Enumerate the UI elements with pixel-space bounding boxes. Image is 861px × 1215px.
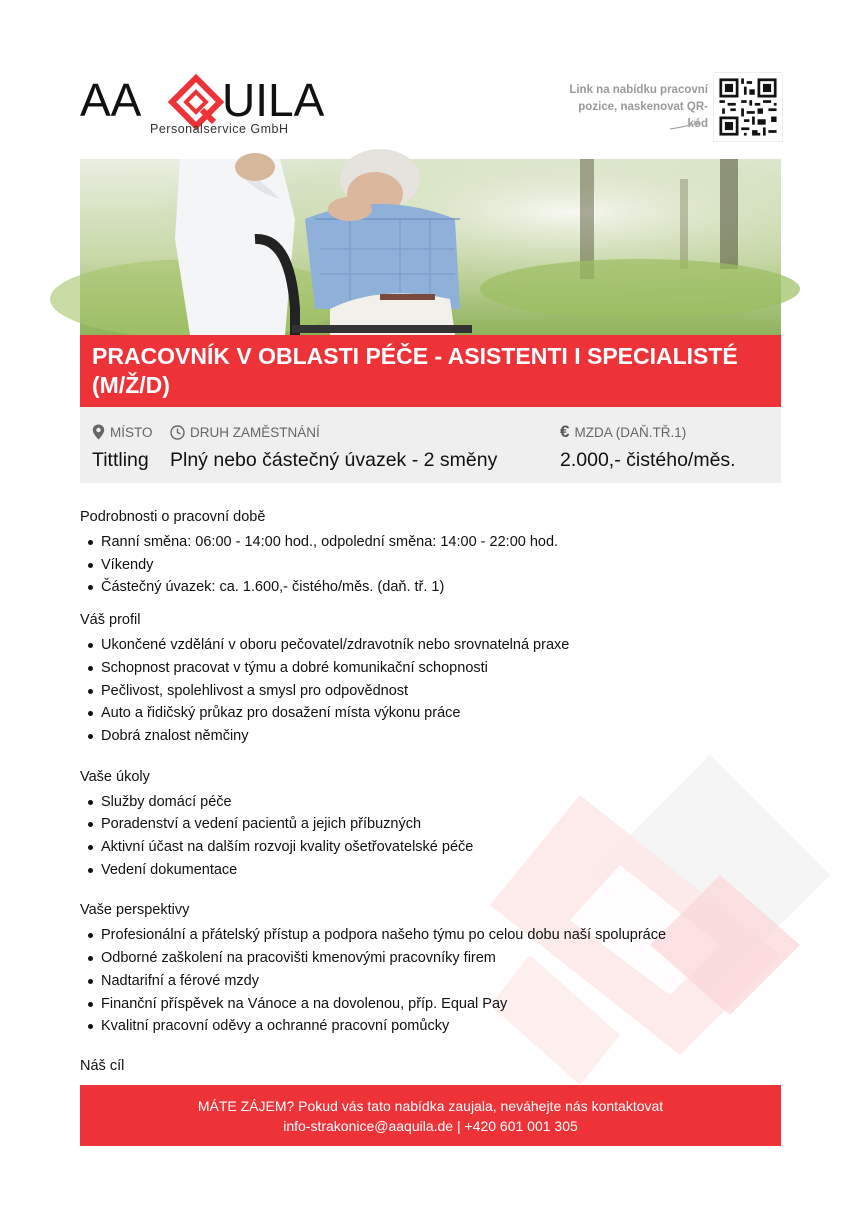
list-item: Služby domácí péče	[80, 791, 780, 814]
employment-label: DRUH ZAMĚSTNÁNÍ	[190, 424, 320, 440]
list-item: Finanční příspěvek na Vánoce a na dovolenou, příp. Equal Pay	[80, 993, 780, 1016]
section-title: Vaše úkoly	[80, 768, 150, 785]
list-item: Poradenství a vedení pacientů a jejich příbuzných	[80, 813, 780, 836]
qr-code-icon	[714, 73, 782, 141]
list-item: Aktivní účast na dalším rozvoji kvality ošetřovatelské péče	[80, 836, 780, 859]
arrow-icon	[668, 118, 702, 132]
list-item: Profesionální a přátelský přístup a podpora našeho týmu po celou dobu naší spolupráce	[80, 924, 780, 947]
employment-block	[170, 423, 497, 472]
clock-icon	[170, 425, 185, 440]
location-block	[92, 423, 153, 472]
employment-value: Plný nebo částečný úvazek - 2 směny	[170, 449, 498, 471]
job-title-banner	[80, 335, 781, 407]
section-title: Podrobnosti o pracovní době	[80, 509, 266, 525]
location-label: MÍSTO	[110, 424, 153, 440]
wage-label: MZDA (DAŇ.TŘ.1)	[574, 424, 687, 440]
qr-caption: Link na nabídku pracovní pozice, naskenovat QR-kód	[569, 84, 708, 130]
location-value: Tittling	[92, 449, 149, 471]
contact-call-to-action: MÁTE ZÁJEM? Pokud vás tato nabídka zaujala, neváhejte nás kontaktovat	[197, 1098, 664, 1114]
company-logo	[80, 72, 325, 142]
location-pin-icon	[92, 424, 105, 440]
euro-icon: €	[560, 422, 570, 441]
svg-text:AA: AA	[80, 74, 142, 126]
list-item: Schopnost pracovat v týmu a dobré komunikační schopnosti	[80, 657, 780, 680]
contact-details[interactable]: info-strakonice@aaquila.de | +420 601 001 305	[283, 1118, 578, 1134]
list-item: Ranní směna: 06:00 - 14:00 hod., odpolední směna: 14:00 - 22:00 hod.	[80, 531, 780, 554]
list-item: Pečlivost, spolehlivost a smysl pro odpovědnost	[80, 680, 780, 703]
job-info-strip	[80, 407, 781, 483]
list-item: Kvalitní pracovní oděvy a ochranné pracovní pomůcky	[80, 1015, 780, 1038]
section-title: Váš profil	[80, 612, 141, 629]
section-title: Vaše perspektivy	[80, 902, 190, 919]
section-title: Náš cíl	[80, 1057, 125, 1074]
qr-code[interactable]	[713, 72, 783, 142]
contact-footer	[80, 1085, 781, 1146]
wage-value: 2.000,- čistého/měs.	[560, 449, 736, 471]
section-tasks	[80, 767, 780, 882]
list-item: Nadtarifní a férové mzdy	[80, 970, 780, 993]
section-profile	[80, 610, 780, 748]
section-goal	[80, 1056, 780, 1076]
list-item: Odborné zaškolení na pracovišti kmenovými pracovníky firem	[80, 947, 780, 970]
section-perspectives	[80, 900, 780, 1038]
list-item: Ukončené vzdělání v oboru pečovatel/zdravotník nebo srovnatelná praxe	[80, 634, 780, 657]
job-title: PRACOVNÍK V OBLASTI PÉČE - ASISTENTI I SPECIALISTÉ (M/Ž/D)	[92, 343, 738, 398]
logo-subtitle: Personalservice GmbH	[150, 122, 289, 136]
list-item: Částečný úvazek: ca. 1.600,- čistého/měs. (daň. tř. 1)	[80, 576, 780, 599]
list-item: Vedení dokumentace	[80, 859, 780, 882]
wage-block	[560, 423, 736, 472]
list-item: Auto a řidičský průkaz pro dosažení místa výkonu práce	[80, 702, 780, 725]
svg-text:UILA: UILA	[222, 74, 325, 126]
list-item: Víkendy	[80, 554, 780, 577]
list-item: Dobrá znalost němčiny	[80, 725, 780, 748]
hero-image	[80, 159, 781, 335]
section-working-hours	[80, 507, 780, 599]
caregiver-photo-illustration	[80, 159, 781, 335]
job-details	[80, 507, 780, 1080]
